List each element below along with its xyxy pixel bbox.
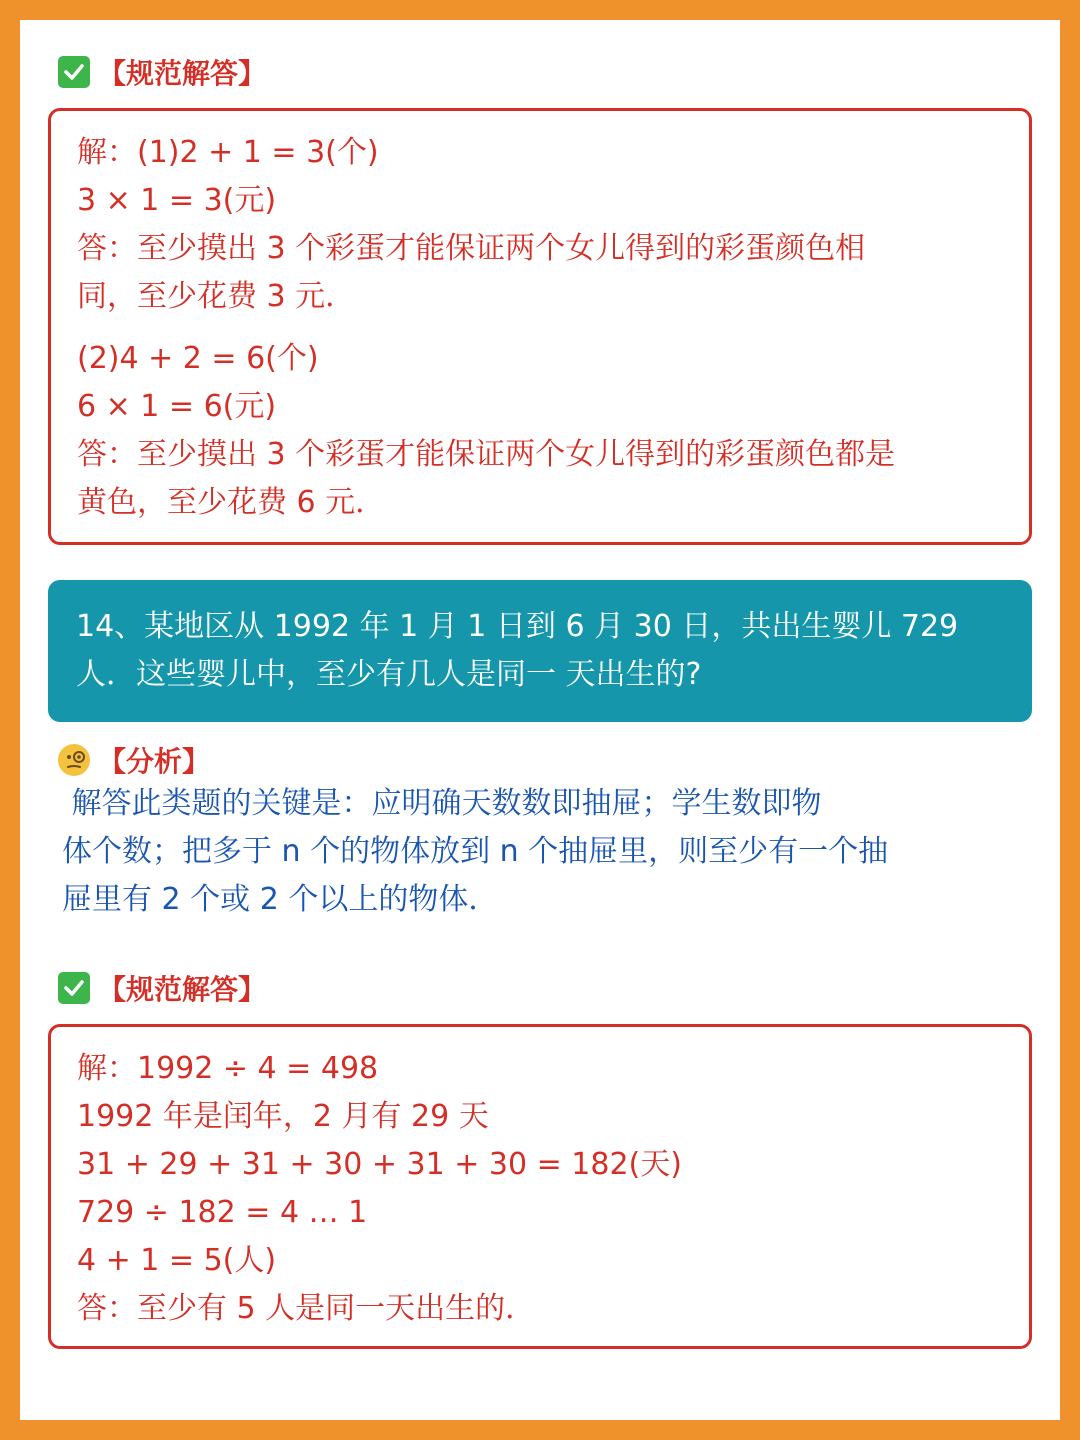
question-box <box>48 580 1032 722</box>
answer-line: 答：至少有 5 人是同一天出生的． <box>77 1291 536 1326</box>
answer-line: 同，至少花费 3 元． <box>77 279 356 314</box>
answer-box-2 <box>48 1024 1032 1349</box>
analysis-heading-text: 【分析】 <box>98 745 211 778</box>
answer-line: 31 + 29 + 31 + 30 + 31 + 30 = 182(天) <box>77 1147 682 1182</box>
answer-line: 解：1992 ÷ 4 = 498 <box>77 1051 379 1086</box>
analysis-line: 体个数；把多于 n 个的物体放到 n 个抽屉里，则至少有一个抽 <box>62 834 889 869</box>
analysis-heading <box>58 740 210 780</box>
analysis-text <box>62 780 942 924</box>
answer-line: 6 × 1 = 6(元) <box>77 389 277 424</box>
answer-line: 解：(1)2 + 1 = 3(个) <box>77 135 379 170</box>
section2-heading-text: 【规范解答】 <box>98 973 267 1006</box>
answer-line: 黄色，至少花费 6 元． <box>77 485 386 520</box>
answer-line: 答：至少摸出 3 个彩蛋才能保证两个女儿得到的彩蛋颜色都是 <box>77 437 896 472</box>
analysis-line: 屉里有 2 个或 2 个以上的物体． <box>62 882 499 917</box>
answer-line: 1992 年是闰年，2 月有 29 天 <box>77 1099 489 1134</box>
answer-box-1 <box>48 108 1032 545</box>
analysis-line: 解答此类题的关键是：应明确天数数即抽屉；学生数即物 <box>62 786 822 821</box>
question-line: 人．这些婴儿中，至少有几人是同一 天出生的? <box>76 657 702 692</box>
answer-line: 729 ÷ 182 = 4 … 1 <box>77 1195 368 1230</box>
page <box>20 20 1060 1420</box>
section1-heading <box>58 52 266 92</box>
check-mark-icon <box>58 972 90 1004</box>
answer-line: 答：至少摸出 3 个彩蛋才能保证两个女儿得到的彩蛋颜色相 <box>77 231 866 266</box>
answer-line: 4 + 1 = 5(人) <box>77 1243 277 1278</box>
section2-heading <box>58 968 266 1008</box>
answer-line: 3 × 1 = 3(元) <box>77 183 277 218</box>
question-line: 14、某地区从 1992 年 1 月 1 日到 6 月 30 日，共出生婴儿 729 <box>76 609 959 644</box>
monocle-face-icon <box>58 744 90 776</box>
section1-heading-text: 【规范解答】 <box>98 57 267 90</box>
check-mark-icon <box>58 56 90 88</box>
answer-line: (2)4 + 2 = 6(个) <box>77 341 319 376</box>
